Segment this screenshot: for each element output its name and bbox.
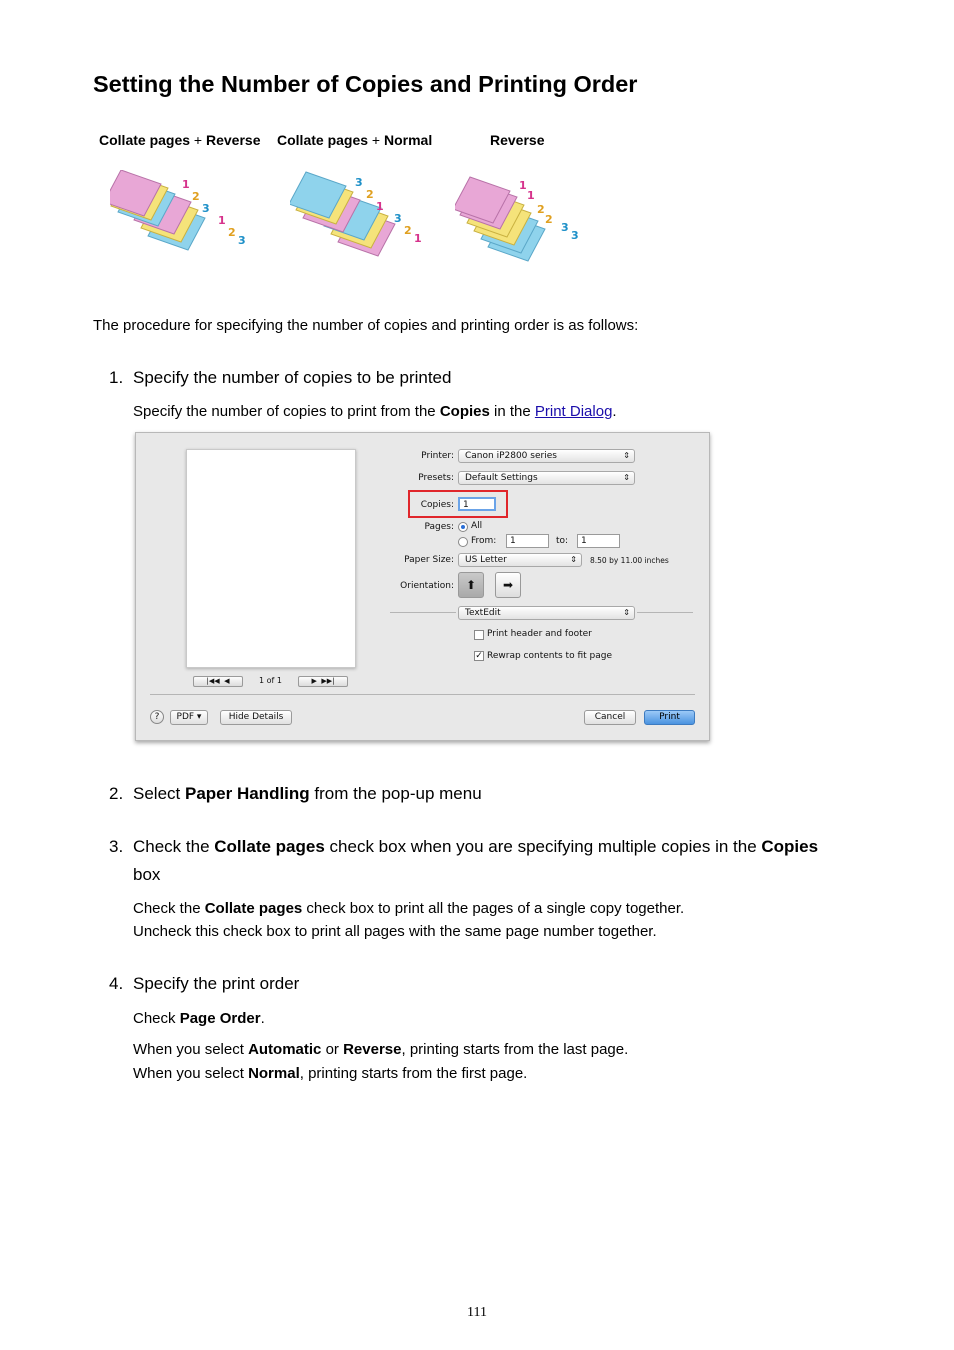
svg-text:1: 1: [519, 179, 527, 192]
presets-label: Presets:: [418, 473, 454, 483]
preview-forward-buttons[interactable]: ▶ ▶▶|: [298, 676, 348, 687]
page-number: 111: [467, 1305, 487, 1320]
step-1-detail: Specify the number of copies to print from the Copies in the Print Dialog.: [133, 403, 617, 420]
svg-text:1: 1: [376, 200, 384, 213]
svg-text:1: 1: [414, 232, 422, 245]
print-header-checkbox[interactable]: [474, 630, 484, 640]
collate-reverse-illustration: [110, 170, 250, 280]
paper-size-label: Paper Size:: [404, 555, 454, 565]
section-divider-left: [390, 612, 456, 613]
pages-all-radio[interactable]: [458, 522, 468, 532]
step-3-wrap: box: [133, 865, 161, 884]
illustration-label-reverse: Reverse: [490, 132, 545, 148]
print-preview: [186, 449, 356, 668]
orientation-label: Orientation:: [400, 581, 454, 591]
print-header-label: Print header and footer: [487, 629, 592, 639]
svg-text:1: 1: [218, 214, 226, 227]
paper-size-select[interactable]: US Letter ⇕: [458, 553, 582, 567]
svg-text:3: 3: [561, 221, 569, 234]
print-dialog: [135, 432, 710, 741]
app-panel-select[interactable]: TextEdit ⇕: [458, 606, 635, 620]
to-input[interactable]: 1: [577, 534, 620, 548]
section-divider-right: [637, 612, 693, 613]
svg-text:2: 2: [404, 224, 412, 237]
cancel-button[interactable]: Cancel: [584, 710, 636, 725]
to-label: to:: [556, 536, 569, 546]
reverse-illustration: [455, 175, 595, 285]
paper-dimensions: 8.50 by 11.00 inches: [590, 556, 669, 565]
footer-divider: [150, 694, 695, 695]
svg-text:2: 2: [537, 203, 545, 216]
step-4-detail-line2: When you select Normal, printing starts from the first page.: [133, 1065, 528, 1082]
illustration-label-collate-normal: Collate pages + Normal: [277, 132, 433, 148]
print-dialog-link[interactable]: Print Dialog: [534, 403, 613, 420]
collate-normal-illustration: [290, 170, 430, 280]
printer-select[interactable]: Canon iP2800 series ⇕: [458, 449, 635, 463]
hide-details-button[interactable]: Hide Details: [220, 710, 292, 725]
step-4-detail-line1: When you select Automatic or Reverse, printing starts from the last page.: [133, 1041, 629, 1058]
presets-select[interactable]: Default Settings ⇕: [458, 471, 635, 485]
svg-text:1: 1: [182, 178, 190, 191]
pages-from-label: From:: [471, 536, 497, 546]
illustration-label-collate-reverse: Collate pages + Reverse: [99, 132, 261, 148]
pages-label: Pages:: [424, 522, 454, 532]
from-input[interactable]: 1: [506, 534, 549, 548]
svg-text:2: 2: [228, 226, 236, 239]
rewrap-checkbox[interactable]: ✓: [475, 651, 483, 661]
svg-text:2: 2: [545, 213, 553, 226]
portrait-orientation-button[interactable]: ⬆: [458, 572, 484, 598]
svg-text:2: 2: [366, 188, 374, 201]
svg-text:2: 2: [192, 190, 200, 203]
print-button[interactable]: Print: [644, 710, 695, 725]
step-3-detail-line2: Uncheck this check box to print all pages with the same page number together.: [133, 923, 657, 940]
landscape-orientation-button[interactable]: ➡: [495, 572, 521, 598]
printer-label: Printer:: [421, 451, 454, 461]
svg-text:1: 1: [527, 189, 535, 202]
intro-text: The procedure for specifying the number of copies and printing order is as follows:: [93, 317, 639, 334]
rewrap-label: Rewrap contents to fit page: [487, 651, 612, 661]
page-title: Setting the Number of Copies and Printing Order: [93, 71, 638, 97]
pages-all-label: All: [471, 521, 483, 531]
svg-text:3: 3: [355, 176, 363, 189]
step-4-check: Check Page Order.: [133, 1010, 265, 1027]
pages-from-radio[interactable]: [458, 537, 468, 547]
copies-label: Copies:: [420, 500, 454, 510]
help-button[interactable]: ?: [150, 710, 164, 724]
copies-input[interactable]: 1: [458, 497, 496, 511]
pdf-menu-button[interactable]: PDF ▾: [170, 710, 208, 725]
preview-back-buttons[interactable]: |◀◀ ◀: [193, 676, 243, 687]
svg-text:3: 3: [571, 229, 579, 242]
svg-text:3: 3: [238, 234, 246, 247]
svg-text:3: 3: [202, 202, 210, 215]
step-3-detail-line1: Check the Collate pages check box to print all the pages of a single copy together.: [133, 900, 685, 917]
svg-text:3: 3: [394, 212, 402, 225]
preview-page-count: 1 of 1: [259, 676, 282, 685]
